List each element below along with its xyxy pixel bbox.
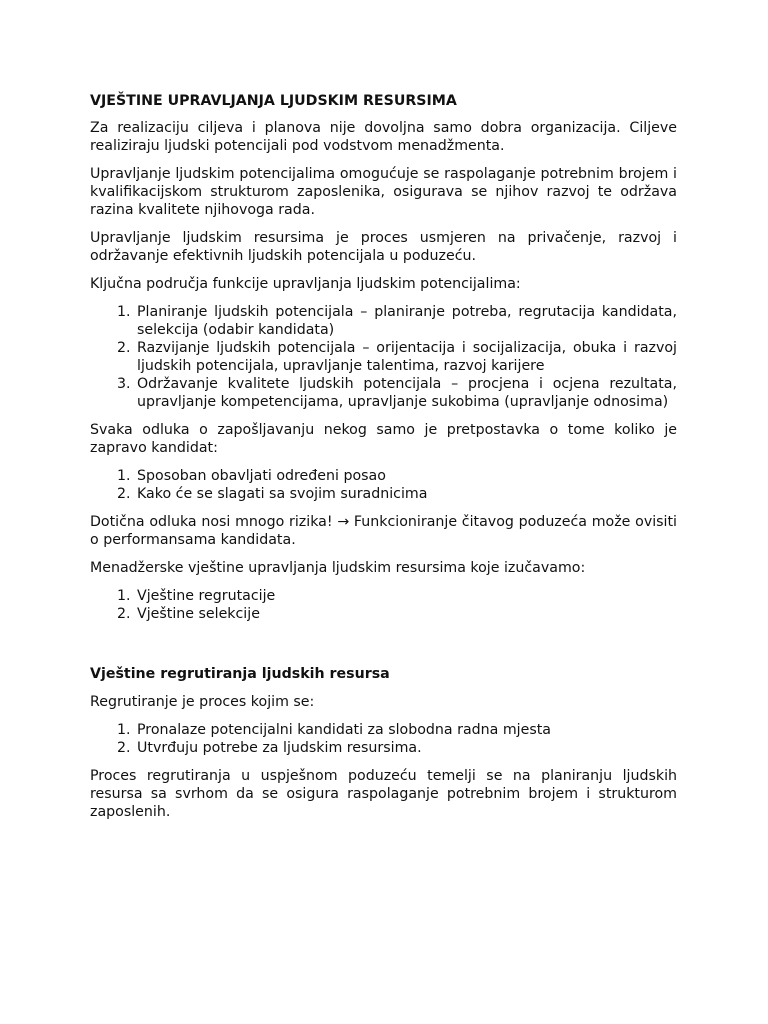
- paragraph: Menadžerske vještine upravljanja ljudskim resursima koje izučavamo:: [90, 560, 586, 576]
- paragraph: Ključna područja funkcije upravljanja ljudskim potencijalima:: [90, 276, 521, 292]
- paragraph: Dotična odluka nosi mnogo rizika! → Funkcioniranje čitavog poduzeća može ovisiti o performansama kandidata.: [90, 514, 677, 548]
- document-title: VJEŠTINE UPRAVLJANJA LJUDSKIM RESURSIMA: [90, 93, 457, 109]
- list-item: 1. Planiranje ljudskih potencijala – planiranje potreba, regrutacija kandidata, selekcija (odabir kandidata): [135, 303, 677, 339]
- paragraph: Upravljanje ljudskim potencijalima omogućuje se raspolaganje potrebnim brojem i kvalifikacijskom strukturom zaposlenika, osigurava se njihov razvoj te održava razina kvalitete njihovoga rada.: [90, 166, 677, 218]
- document-body: [90, 92, 677, 831]
- paragraph: Proces regrutiranja u uspješnom poduzeću temelji se na planiranju ljudskih resursa sa svrhom da se osigura raspolaganje potrebnim brojem i strukturom zaposlenih.: [90, 768, 677, 820]
- list-item: 2. Kako će se slagati sa svojim suradnicima: [135, 485, 677, 503]
- paragraph: Regrutiranje je proces kojim se:: [90, 694, 315, 710]
- list-item: 1. Sposoban obavljati određeni posao: [135, 467, 677, 485]
- paragraph: Za realizaciju ciljeva i planova nije dovoljna samo dobra organizacija. Ciljeve realiziraju ljudski potencijali pod vodstvom menadžmenta.: [90, 120, 677, 154]
- section-heading: Vještine regrutiranja ljudskih resursa: [90, 666, 390, 682]
- recruitment-list: [90, 721, 677, 757]
- list-item: 1. Pronalaze potencijalni kandidati za slobodna radna mjesta: [135, 721, 677, 739]
- list-item: 2. Vještine selekcije: [135, 605, 677, 623]
- skills-list: [90, 587, 677, 623]
- paragraph: Svaka odluka o zapošljavanju nekog samo je pretpostavka o tome koliko je zapravo kandidat:: [90, 422, 677, 456]
- list-item: 2. Razvijanje ljudskih potencijala – orijentacija i socijalizacija, obuka i razvoj ljudskih potencijala, upravljanje talentima, razvoj karijere: [135, 339, 677, 375]
- list-item: 3. Održavanje kvalitete ljudskih potencijala – procjena i ocjena rezultata, upravljanje kompetencijama, upravljanje sukobima (upravljanje odnosima): [135, 375, 677, 411]
- key-areas-list: [90, 303, 677, 411]
- list-item: 1. Vještine regrutacije: [135, 587, 677, 605]
- list-item: 2. Utvrđuju potrebe za ljudskim resursima.: [135, 739, 677, 757]
- candidate-list: [90, 467, 677, 503]
- paragraph: Upravljanje ljudskim resursima je proces usmjeren na privačenje, razvoj i održavanje efektivnih ljudskih potencijala u poduzeću.: [90, 230, 677, 264]
